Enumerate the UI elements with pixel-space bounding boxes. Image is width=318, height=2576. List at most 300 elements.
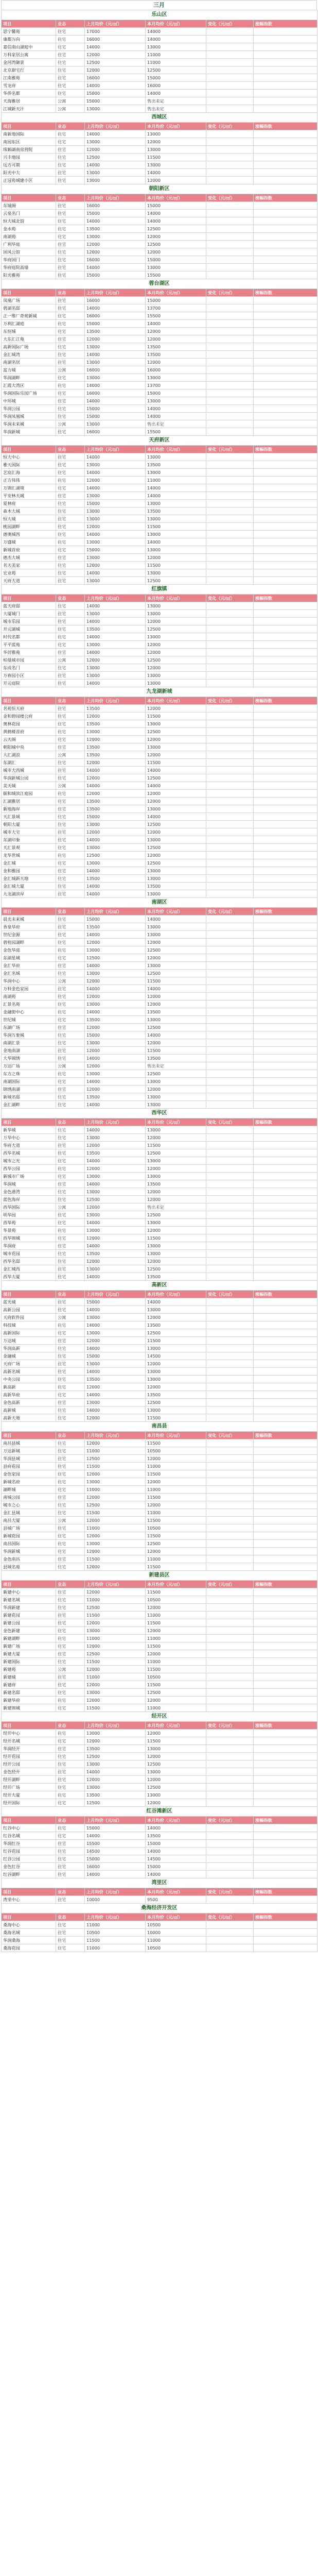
cell-cur: 14000 [146,169,206,177]
cell-type: 住宅 [56,1627,85,1635]
table-header-row [2,289,317,297]
cell-name: 西华苑 [2,1219,56,1227]
cell-up [254,500,317,507]
cell-name: 城市乐园 [2,618,56,625]
cell-type: 住宅 [56,1604,85,1612]
header-name: 项目 [2,1118,56,1126]
header-type: 业态 [56,697,85,705]
table-row [2,484,317,492]
cell-type: 住宅 [56,1188,85,1196]
cell-chg [206,931,254,939]
district-title-cell: 红谷滩新区 [2,1807,317,1817]
cell-name: 新城首府 [2,546,56,554]
cell-type: 住宅 [56,1689,85,1697]
cell-chg [206,1455,254,1463]
cell-name: 红谷湖畔 [2,1871,56,1878]
cell-cur: 12000 [146,248,206,256]
cell-type: 住宅 [56,90,85,97]
cell-up [254,1619,317,1627]
cell-type: 住宅 [56,1784,85,1791]
cell-up [254,1604,317,1612]
cell-cur: 13000 [146,1306,206,1314]
table-row [2,813,317,821]
header-prev: 上月均价（元/㎡） [85,1118,146,1126]
cell-name: 南湖名居 [2,359,56,366]
cell-prev: 12000 [85,1517,146,1524]
cell-up [254,1697,317,1704]
cell-prev: 11500 [85,1937,146,1944]
cell-cur: 13000 [146,1791,206,1799]
cell-name: 万科金色家园 [2,985,56,993]
cell-up [254,1337,317,1345]
cell-name: 南湖国际 [2,1078,56,1086]
cell-type: 住宅 [56,130,85,138]
cell-up [254,954,317,962]
table-row [2,625,317,633]
cell-up [254,1227,317,1234]
cell-type: 住宅 [56,256,85,264]
cell-prev: 13000 [85,1211,146,1219]
cell-name: 东方之珠 [2,1070,56,1078]
cell-chg [206,1824,254,1832]
cell-chg [206,939,254,946]
cell-type: 住宅 [56,304,85,312]
table-header-row [2,194,317,202]
cell-chg [206,202,254,210]
cell-prev: 13500 [85,751,146,759]
cell-name: 明华园 [2,1211,56,1219]
cell-up [254,1478,317,1486]
cell-prev: 13000 [85,859,146,867]
table-row [2,1896,317,1904]
cell-cur: 售出未定 [146,420,206,428]
cell-name: 颐和城滨江庭园 [2,790,56,798]
header-cur: 本月均价（元/㎡） [146,595,206,602]
cell-prev: 12000 [85,66,146,74]
cell-cur: 11000 [146,1509,206,1517]
cell-cur: 13000 [146,931,206,939]
table-row [2,1196,317,1204]
cell-chg [206,1142,254,1149]
cell-cur: 13000 [146,1101,206,1109]
cell-up [254,1376,317,1383]
cell-chg [206,217,254,225]
cell-name: 恒大中心 [2,453,56,461]
table-row [2,1784,317,1791]
table-row [2,1414,317,1422]
cell-up [254,633,317,641]
cell-type: 住宅 [56,382,85,389]
cell-up [254,1791,317,1799]
cell-type: 住宅 [56,241,85,248]
district-title [2,1807,317,1817]
cell-prev: 12000 [85,1024,146,1031]
cell-chg [206,610,254,618]
cell-up [254,1204,317,1211]
cell-chg [206,1791,254,1799]
cell-cur: 11500 [146,1047,206,1055]
cell-chg [206,97,254,105]
cell-cur: 13500 [146,1273,206,1281]
table-row [2,720,317,728]
table-row [2,1745,317,1753]
cell-cur: 15000 [146,74,206,82]
cell-chg [206,1173,254,1180]
cell-name: 中央公园 [2,1376,56,1383]
cell-prev: 14000 [85,985,146,993]
cell-cur: 11500 [146,1234,206,1242]
cell-type: 住宅 [56,1093,85,1101]
cell-name: 高新天地 [2,1414,56,1422]
cell-prev: 11500 [85,1463,146,1470]
cell-up [254,320,317,328]
table-header-row [2,20,317,28]
table-row [2,1165,317,1173]
cell-name: 经开中心 [2,1730,56,1737]
cell-cur: 12000 [146,1188,206,1196]
cell-type: 住宅 [56,1078,85,1086]
cell-chg [206,453,254,461]
district-title [2,10,317,20]
cell-cur: 11500 [146,562,206,569]
cell-name: 恒大城北馆 [2,217,56,225]
table-row [2,1863,317,1871]
cell-cur: 14000 [146,1298,206,1306]
cell-prev: 12500 [85,852,146,859]
cell-up [254,1921,317,1929]
cell-up [254,1944,317,1952]
cell-name: 金汇名城 [2,970,56,977]
cell-type: 住宅 [56,1776,85,1784]
cell-up [254,1486,317,1494]
cell-chg [206,1494,254,1501]
cell-chg [206,1329,254,1337]
cell-up [254,1391,317,1399]
cell-prev: 11000 [85,1921,146,1929]
cell-name: 云泉名门 [2,210,56,217]
table-row [2,1142,317,1149]
header-name: 项目 [2,1432,56,1439]
cell-prev: 14000 [85,962,146,970]
cell-cur: 14000 [146,28,206,36]
table-row [2,1704,317,1712]
cell-chg [206,1101,254,1109]
cell-chg [206,577,254,585]
cell-up [254,1658,317,1666]
cell-type: 住宅 [56,461,85,469]
cell-type: 公寓 [56,97,85,105]
cell-type: 住宅 [56,523,85,531]
cell-up [254,713,317,720]
cell-chg [206,351,254,359]
cell-cur: 12000 [146,1383,206,1391]
district-title-cell: 南湖区 [2,898,317,908]
cell-name: 蓝色海岸 [2,1196,56,1204]
cell-chg [206,546,254,554]
cell-name: 经开国际 [2,1799,56,1807]
cell-up [254,366,317,374]
cell-cur: 12000 [146,359,206,366]
cell-chg [206,366,254,374]
table-row [2,962,317,970]
cell-cur: 11000 [146,1704,206,1712]
cell-chg [206,1227,254,1234]
cell-name: 新建名邸 [2,1689,56,1697]
cell-type: 住宅 [56,217,85,225]
cell-chg [206,397,254,405]
cell-up [254,1078,317,1086]
cell-cur: 12000 [146,335,206,343]
cell-chg [206,554,254,562]
cell-chg [206,28,254,36]
cell-up [254,1745,317,1753]
table-row [2,1321,317,1329]
header-type: 业态 [56,289,85,297]
cell-cur: 12500 [146,656,206,664]
cell-name: 正一维厂奇苑新城 [2,312,56,320]
cell-up [254,82,317,90]
table-row [2,713,317,720]
cell-chg [206,1376,254,1383]
table-row [2,59,317,66]
cell-cur: 12000 [146,1360,206,1368]
header-prev: 上月均价（元/㎡） [85,1888,146,1896]
cell-prev: 14000 [85,469,146,477]
cell-chg [206,484,254,492]
cell-up [254,66,317,74]
cell-cur: 13000 [146,1406,206,1414]
cell-cur: 13000 [146,1093,206,1101]
cell-type: 住宅 [56,1532,85,1540]
cell-up [254,1031,317,1039]
cell-name: 华润城 [2,1180,56,1188]
cell-type: 住宅 [56,1196,85,1204]
cell-chg [206,625,254,633]
cell-name: 红谷名城 [2,1832,56,1840]
cell-name: 华润凤凰城 [2,413,56,420]
table-row [2,66,317,74]
cell-up [254,625,317,633]
cell-name: 黄鹤楼首府 [2,728,56,736]
table-row [2,1681,317,1689]
table-row [2,1929,317,1937]
cell-chg [206,1486,254,1494]
cell-cur: 12000 [146,790,206,798]
cell-name: 金色红谷 [2,1863,56,1871]
cell-name: 万华中心 [2,1134,56,1142]
table-row [2,397,317,405]
table-row [2,1517,317,1524]
cell-name: 金汇城大厦 [2,883,56,890]
cell-cur: 14500 [146,1855,206,1863]
cell-prev: 14000 [85,1101,146,1109]
cell-cur: 12500 [146,1149,206,1157]
cell-name: 高新城 [2,1406,56,1414]
table-row [2,382,317,389]
district-title [2,1422,317,1432]
cell-chg [206,51,254,59]
cell-chg [206,1196,254,1204]
cell-name: 红谷公园 [2,1855,56,1863]
table-row [2,241,317,248]
cell-up [254,1501,317,1509]
header-type: 业态 [56,1581,85,1588]
cell-prev: 13000 [85,420,146,428]
cell-chg [206,1548,254,1555]
cell-cur: 13000 [146,397,206,405]
table-row [2,420,317,428]
table-header-row [2,1118,317,1126]
cell-type: 住宅 [56,1234,85,1242]
cell-type: 住宅 [56,146,85,154]
cell-cur: 11500 [146,1666,206,1673]
table-row [2,154,317,161]
table-row [2,736,317,743]
cell-up [254,1548,317,1555]
header-chg: 变化（元/㎡） [206,1581,254,1588]
cell-cur: 15000 [146,1863,206,1871]
cell-chg [206,1588,254,1596]
cell-type: 住宅 [56,798,85,805]
cell-chg [206,1321,254,1329]
cell-prev: 14000 [85,1008,146,1016]
cell-type: 住宅 [56,728,85,736]
cell-chg [206,672,254,680]
cell-chg [206,1157,254,1165]
cell-chg [206,1039,254,1047]
cell-up [254,1848,317,1855]
cell-prev: 13000 [85,1760,146,1768]
cell-prev: 12000 [85,977,146,985]
cell-up [254,554,317,562]
header-chg: 变化（元/㎡） [206,908,254,916]
cell-type: 住宅 [56,852,85,859]
cell-type: 住宅 [56,1360,85,1368]
cell-cur: 13000 [146,43,206,51]
cell-cur: 10500 [146,1447,206,1455]
cell-type: 住宅 [56,1470,85,1478]
cell-prev: 14000 [85,1180,146,1188]
cell-cur: 11500 [146,1681,206,1689]
cell-cur: 12000 [146,233,206,241]
cell-name: 华润经开 [2,1745,56,1753]
header-cur: 本月均价（元/㎡） [146,1581,206,1588]
cell-type: 住宅 [56,1673,85,1681]
cell-cur: 11500 [146,523,206,531]
cell-prev: 13000 [85,1730,146,1737]
district-title [2,184,317,194]
cell-chg [206,1832,254,1840]
table-row [2,1494,317,1501]
cell-type: 住宅 [56,328,85,335]
cell-prev: 16000 [85,1863,146,1871]
cell-type: 住宅 [56,36,85,43]
cell-chg [206,736,254,743]
cell-chg [206,1188,254,1196]
cell-cur: 12000 [146,993,206,1001]
cell-name: 天府软件园 [2,1314,56,1321]
header-type: 业态 [56,1432,85,1439]
table-header-row [2,123,317,130]
cell-prev: 13000 [85,169,146,177]
table-row [2,1031,317,1039]
cell-chg [206,1635,254,1642]
table-row [2,1447,317,1455]
table-row [2,805,317,813]
table-row [2,1588,317,1596]
cell-chg [206,1306,254,1314]
cell-prev: 11500 [85,1555,146,1563]
cell-type: 住宅 [56,633,85,641]
cell-type: 住宅 [56,736,85,743]
cell-chg [206,1596,254,1604]
cell-cur: 11000 [146,59,206,66]
cell-prev: 14000 [85,931,146,939]
table-row [2,1086,317,1093]
table-row [2,1635,317,1642]
header-chg: 变化（元/㎡） [206,1913,254,1921]
cell-type: 住宅 [56,1157,85,1165]
cell-cur: 12000 [146,705,206,713]
district-title [2,436,317,446]
table-row [2,1799,317,1807]
cell-prev: 12000 [85,1642,146,1650]
cell-cur: 售出未定 [146,105,206,113]
table-header-row [2,908,317,916]
cell-prev: 15000 [85,813,146,821]
cell-name: 南昌大厦 [2,1517,56,1524]
cell-cur: 16000 [146,366,206,374]
cell-up [254,210,317,217]
cell-type: 住宅 [56,1509,85,1517]
cell-chg [206,743,254,751]
end-spacer [1,1952,317,1954]
cell-cur: 13000 [146,1745,206,1753]
cell-name: 晨光未来城 [2,916,56,923]
cell-chg [206,1078,254,1086]
cell-chg [206,264,254,272]
cell-chg [206,1258,254,1265]
table-row [2,428,317,436]
cell-prev: 12500 [85,1196,146,1204]
cell-type: 住宅 [56,169,85,177]
cell-up [254,1306,317,1314]
header-type: 业态 [56,123,85,130]
cell-name: 华景苑 [2,1227,56,1234]
cell-prev: 13500 [85,1791,146,1799]
cell-name: 华润红谷 [2,1840,56,1848]
cell-chg [206,1047,254,1055]
cell-chg [206,74,254,82]
cell-type: 公寓 [56,1666,85,1673]
cell-type: 住宅 [56,859,85,867]
table-row [2,359,317,366]
cell-type: 住宅 [56,1101,85,1109]
cell-cur: 14000 [146,767,206,774]
table-row [2,836,317,844]
district-title-cell: 蓉台湖区 [2,279,317,289]
cell-name: 宏业苑 [2,569,56,577]
cell-up [254,1008,317,1016]
cell-chg [206,1704,254,1712]
cell-cur: 13000 [146,836,206,844]
table-row [2,320,317,328]
cell-name: 正方伟伟 [2,477,56,484]
header-chg: 变化（元/㎡） [206,595,254,602]
cell-chg [206,1532,254,1540]
cell-up [254,1165,317,1173]
cell-prev: 15000 [85,1824,146,1832]
